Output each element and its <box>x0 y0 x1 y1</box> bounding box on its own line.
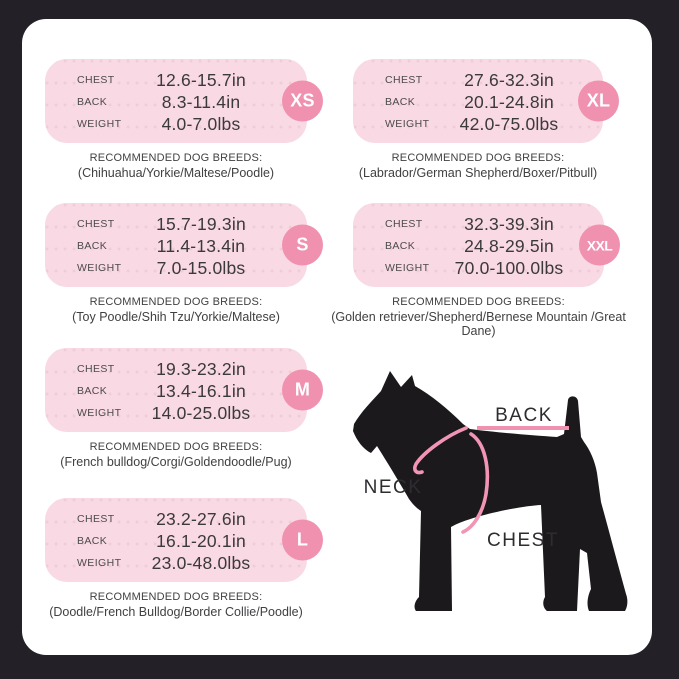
measurement-card <box>45 59 315 143</box>
weight-label: WEIGHT <box>77 118 122 130</box>
size-card-m <box>45 348 311 469</box>
chest-label: CHEST <box>77 513 115 525</box>
recommended-title: RECOMMENDED DOG BREEDS: <box>391 152 565 164</box>
breed-list: (Chihuahua/Yorkie/Maltese/Poodle) <box>77 166 275 180</box>
weight-value: 7.0-15.0lbs <box>156 257 246 278</box>
weight-label: WEIGHT <box>77 407 122 419</box>
back-value: 13.4-16.1in <box>156 380 246 401</box>
breed-caption <box>19 590 333 619</box>
back-label: BACK <box>77 240 108 252</box>
diagram-neck-label: NECK <box>363 477 423 498</box>
breed-list: (French bulldog/Corgi/Goldendoodle/Pug) <box>60 455 292 469</box>
chest-label: CHEST <box>77 74 115 86</box>
back-value: 8.3-11.4in <box>161 91 241 112</box>
size-badge-xxl: XXL <box>579 225 620 266</box>
chest-label: CHEST <box>385 218 423 230</box>
breed-caption <box>19 151 333 180</box>
weight-label: WEIGHT <box>77 557 122 569</box>
size-badge-s: S <box>282 225 323 266</box>
diagram-chest-label: CHEST <box>487 530 559 551</box>
breed-caption <box>19 440 333 469</box>
chest-label: CHEST <box>77 363 115 375</box>
breed-caption <box>327 151 629 180</box>
measurement-card <box>45 348 311 432</box>
chest-value: 27.6-32.3in <box>464 69 554 90</box>
content-panel <box>22 19 652 655</box>
size-card-l <box>45 498 307 619</box>
back-value: 24.8-29.5in <box>464 235 554 256</box>
chest-value: 23.2-27.6in <box>156 508 246 529</box>
weight-label: WEIGHT <box>385 262 430 274</box>
size-card-xl <box>353 59 611 180</box>
weight-value: 14.0-25.0lbs <box>151 402 251 423</box>
weight-value: 23.0-48.0lbs <box>151 552 251 573</box>
measurement-card <box>45 203 307 287</box>
size-card-xxl <box>331 203 626 338</box>
weight-value: 70.0-100.0lbs <box>454 257 564 278</box>
diagram-back-label: BACK <box>495 405 553 426</box>
weight-label: WEIGHT <box>385 118 430 130</box>
breed-list: (Labrador/German Shepherd/Boxer/Pitbull) <box>358 166 598 180</box>
chest-label: CHEST <box>385 74 423 86</box>
back-value: 11.4-13.4in <box>156 235 246 256</box>
breed-list: (Golden retriever/Shepherd/Bernese Mountain /Great Dane) <box>331 310 626 338</box>
back-label: BACK <box>77 535 108 547</box>
breed-list: (Doodle/French Bulldog/Border Collie/Poodle) <box>49 605 303 619</box>
measurement-card <box>353 203 613 287</box>
size-card-s <box>45 203 307 324</box>
size-badge-l: L <box>282 520 323 561</box>
recommended-title: RECOMMENDED DOG BREEDS: <box>392 296 565 308</box>
recommended-title: RECOMMENDED DOG BREEDS: <box>89 591 263 603</box>
recommended-title: RECOMMENDED DOG BREEDS: <box>89 152 263 164</box>
chest-value: 19.3-23.2in <box>156 358 246 379</box>
size-card-xs <box>45 59 315 180</box>
weight-value: 42.0-75.0lbs <box>459 113 559 134</box>
chest-label: CHEST <box>77 218 115 230</box>
recommended-title: RECOMMENDED DOG BREEDS: <box>89 296 263 308</box>
back-value: 20.1-24.8in <box>464 91 554 112</box>
breed-caption <box>19 295 333 324</box>
recommended-title: RECOMMENDED DOG BREEDS: <box>89 441 263 453</box>
back-label: BACK <box>385 240 416 252</box>
weight-label: WEIGHT <box>77 262 122 274</box>
chest-value: 32.3-39.3in <box>464 213 554 234</box>
measurement-card <box>353 59 611 143</box>
chest-value: 12.6-15.7in <box>156 69 246 90</box>
back-value: 16.1-20.1in <box>156 530 246 551</box>
breed-caption <box>327 295 630 338</box>
size-badge-xs: XS <box>282 81 323 122</box>
weight-value: 4.0-7.0lbs <box>161 113 241 134</box>
breed-list: (Toy Poodle/Shih Tzu/Yorkie/Maltese) <box>72 310 280 324</box>
back-label: BACK <box>77 96 108 108</box>
back-label: BACK <box>385 96 416 108</box>
size-badge-m: M <box>282 370 323 411</box>
measurement-card <box>45 498 307 582</box>
chest-value: 15.7-19.3in <box>156 213 246 234</box>
back-label: BACK <box>77 385 108 397</box>
size-badge-xl: XL <box>578 81 619 122</box>
